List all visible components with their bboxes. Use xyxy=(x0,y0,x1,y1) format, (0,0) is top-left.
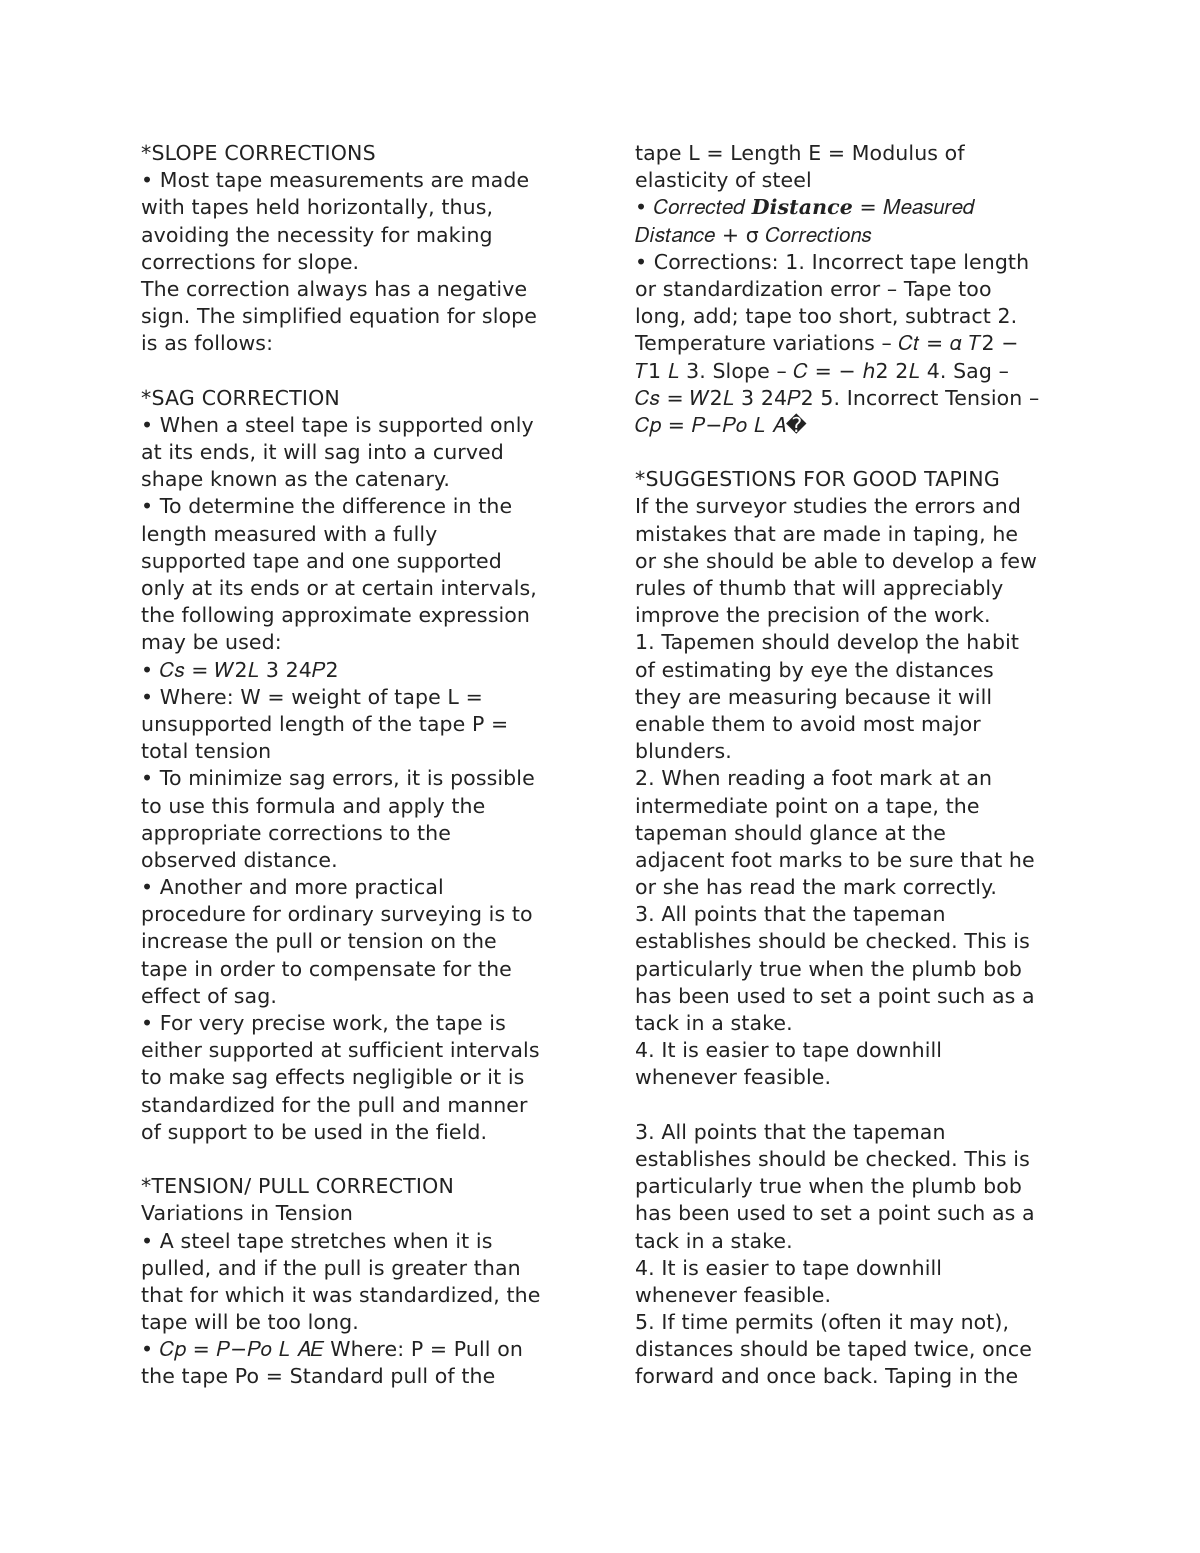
text-line: 1. Tapemen should develop the habit xyxy=(635,630,1020,655)
text-line: • Another and more practical xyxy=(141,875,444,900)
text-line: blunders. xyxy=(635,739,732,764)
text-line: enable them to avoid most major xyxy=(635,711,981,736)
text-line: they are measuring because it will xyxy=(635,684,993,709)
text-line: 4. It is easier to tape downhill xyxy=(635,1255,943,1280)
text-line: 2. When reading a foot mark at an xyxy=(635,766,993,791)
text-line: the following approximate expression xyxy=(141,603,531,628)
text-line: has been used to set a point such as a xyxy=(635,1201,1035,1226)
text-line: whenever feasible. xyxy=(635,1282,832,1307)
text-line: total tension xyxy=(141,739,272,764)
text-line: particularly true when the plumb bob xyxy=(635,956,1023,981)
text-line: may be used: xyxy=(141,630,282,655)
text-line: mistakes that are made in taping, he xyxy=(635,521,1019,546)
text-line: • A steel tape stretches when it is xyxy=(141,1228,493,1253)
text-line: tape L = Length E = Modulus of xyxy=(635,141,965,165)
text-line: 𝐶𝑝 = 𝑃−𝑃𝑜 𝐿 𝐴� xyxy=(635,412,807,437)
text-line: supported tape and one supported xyxy=(141,548,502,573)
text-line: observed distance. xyxy=(141,847,338,872)
text-line: • Most tape measurements are made xyxy=(141,168,530,193)
text-line: elasticity of steel xyxy=(635,168,812,193)
text-line: • Corrections: 1. Incorrect tape length xyxy=(635,249,1030,274)
text-line: pulled, and if the pull is greater than xyxy=(141,1255,521,1280)
suggestions-repeat-body xyxy=(635,1119,1075,1391)
slope-corrections-body xyxy=(141,167,581,357)
text-line: long, add; tape too short, subtract 2. xyxy=(635,304,1018,329)
text-line: • Where: W = weight of tape L = xyxy=(141,684,483,709)
text-line: or she has read the mark correctly. xyxy=(635,875,997,900)
text-line: or standardization error – Tape too xyxy=(635,276,992,301)
right-column xyxy=(635,140,1075,1391)
text-line: 𝑇1 𝐿 3. Slope – 𝐶 = − ℎ2 2𝐿 4. Sag – xyxy=(635,358,1009,383)
text-line: Temperature variations – 𝐶𝑡 = 𝛼 𝑇2 − xyxy=(635,331,1019,356)
text-line: unsupported length of the tape P = xyxy=(141,711,509,736)
tension-correction-heading: *TENSION/ PULL CORRECTION xyxy=(141,1174,454,1199)
sag-correction-body xyxy=(141,412,581,1146)
formula-prefix: • 𝐶𝑜𝑟𝑟𝑒𝑐𝑡𝑒𝑑 xyxy=(635,195,752,220)
text-line: corrections for slope. xyxy=(141,249,360,274)
text-line: tape will be too long. xyxy=(141,1310,359,1335)
text-line: of estimating by eye the distances xyxy=(635,657,994,682)
text-line: • When a steel tape is supported only xyxy=(141,412,534,437)
text-line: to use this formula and apply the xyxy=(141,793,486,818)
formula-suffix: = 𝑀𝑒𝑎𝑠𝑢𝑟𝑒𝑑 xyxy=(852,195,975,220)
text-line: tack in a stake. xyxy=(635,1228,793,1253)
text-line: adjacent foot marks to be sure that he xyxy=(635,847,1035,872)
text-line: rules of thumb that will appreciably xyxy=(635,576,1004,600)
tension-correction-body xyxy=(141,1200,581,1390)
slope-corrections-heading: *SLOPE CORRECTIONS xyxy=(141,141,376,165)
text-line: is as follows: xyxy=(141,331,274,356)
corrected-distance-formula xyxy=(635,194,1075,221)
text-line: • To minimize sag errors, it is possible xyxy=(141,766,535,791)
text-line: particularly true when the plumb bob xyxy=(635,1174,1023,1199)
text-line: shape known as the catenary. xyxy=(141,467,450,492)
text-line: of support to be used in the field. xyxy=(141,1119,488,1144)
paragraph-spacer xyxy=(141,1146,581,1173)
text-line: sign. The simplified equation for slope xyxy=(141,304,537,329)
text-line: to make sag effects negligible or it is xyxy=(141,1065,525,1090)
tension-continued-body xyxy=(635,140,1075,439)
text-line: intermediate point on a tape, the xyxy=(635,793,980,818)
text-line: 3. All points that the tapeman xyxy=(635,1119,946,1144)
text-line: increase the pull or tension on the xyxy=(141,929,497,954)
paragraph-spacer xyxy=(635,439,1075,466)
paragraph-spacer xyxy=(141,358,581,385)
text-line: either supported at sufficient intervals xyxy=(141,1038,540,1063)
text-line: effect of sag. xyxy=(141,983,277,1008)
text-line: with tapes held horizontally, thus, xyxy=(141,195,494,220)
text-line: only at its ends or at certain intervals, xyxy=(141,576,537,600)
text-line: at its ends, it will sag into a curved xyxy=(141,440,504,465)
text-line: tapeman should glance at the xyxy=(635,820,946,845)
text-line: tape in order to compensate for the xyxy=(141,956,512,981)
text-line: • To determine the difference in the xyxy=(141,494,513,519)
text-line: The correction always has a negative xyxy=(141,276,528,301)
sag-formula-line: • 𝐶𝑠 = 𝑊2𝐿 3 24𝑃2 xyxy=(141,657,339,682)
text-line: that for which it was standardized, the xyxy=(141,1282,541,1307)
text-line: forward and once back. Taping in the xyxy=(635,1364,1019,1389)
sag-correction-heading: *SAG CORRECTION xyxy=(141,385,340,410)
text-line: If the surveyor studies the errors and xyxy=(635,494,1021,519)
text-line: 4. It is easier to tape downhill xyxy=(635,1038,943,1063)
text-line: appropriate corrections to the xyxy=(141,820,451,845)
text-line: standardized for the pull and manner xyxy=(141,1092,528,1117)
distance-emphasis: Distance xyxy=(751,195,853,220)
text-line: establishes should be checked. This is xyxy=(635,929,1030,954)
text-line: avoiding the necessity for making xyxy=(141,222,493,247)
tension-formula-line: • 𝐶𝑝 = 𝑃−𝑃𝑜 𝐿 𝐴𝐸 Where: P = Pull on xyxy=(141,1337,523,1362)
text-line: tack in a stake. xyxy=(635,1011,793,1035)
text-line: has been used to set a point such as a xyxy=(635,983,1035,1008)
text-line: 𝐷𝑖𝑠𝑡𝑎𝑛𝑐𝑒 + σ 𝐶𝑜𝑟𝑟𝑒𝑐𝑡𝑖𝑜𝑛𝑠 xyxy=(635,222,872,247)
text-line: procedure for ordinary surveying is to xyxy=(141,902,533,927)
text-line: • For very precise work, the tape is xyxy=(141,1011,506,1035)
paragraph-spacer xyxy=(635,1092,1075,1119)
text-line: 𝐶𝑠 = 𝑊2𝐿 3 24𝑃2 5. Incorrect Tension – xyxy=(635,385,1040,410)
text-line: length measured with a fully xyxy=(141,521,438,546)
text-line: 3. All points that the tapeman xyxy=(635,902,946,927)
suggestions-body xyxy=(635,493,1075,1091)
text-line: establishes should be checked. This is xyxy=(635,1146,1030,1171)
left-column xyxy=(141,140,581,1391)
text-line: Variations in Tension xyxy=(141,1201,354,1226)
text-line: or she should be able to develop a few xyxy=(635,548,1037,573)
text-line: distances should be taped twice, once xyxy=(635,1337,1032,1362)
text-line: the tape Po = Standard pull of the xyxy=(141,1364,496,1389)
suggestions-heading: *SUGGESTIONS FOR GOOD TAPING xyxy=(635,467,1000,492)
text-line: improve the precision of the work. xyxy=(635,603,991,628)
text-line: whenever feasible. xyxy=(635,1065,832,1090)
text-line: 5. If time permits (often it may not), xyxy=(635,1310,1010,1335)
